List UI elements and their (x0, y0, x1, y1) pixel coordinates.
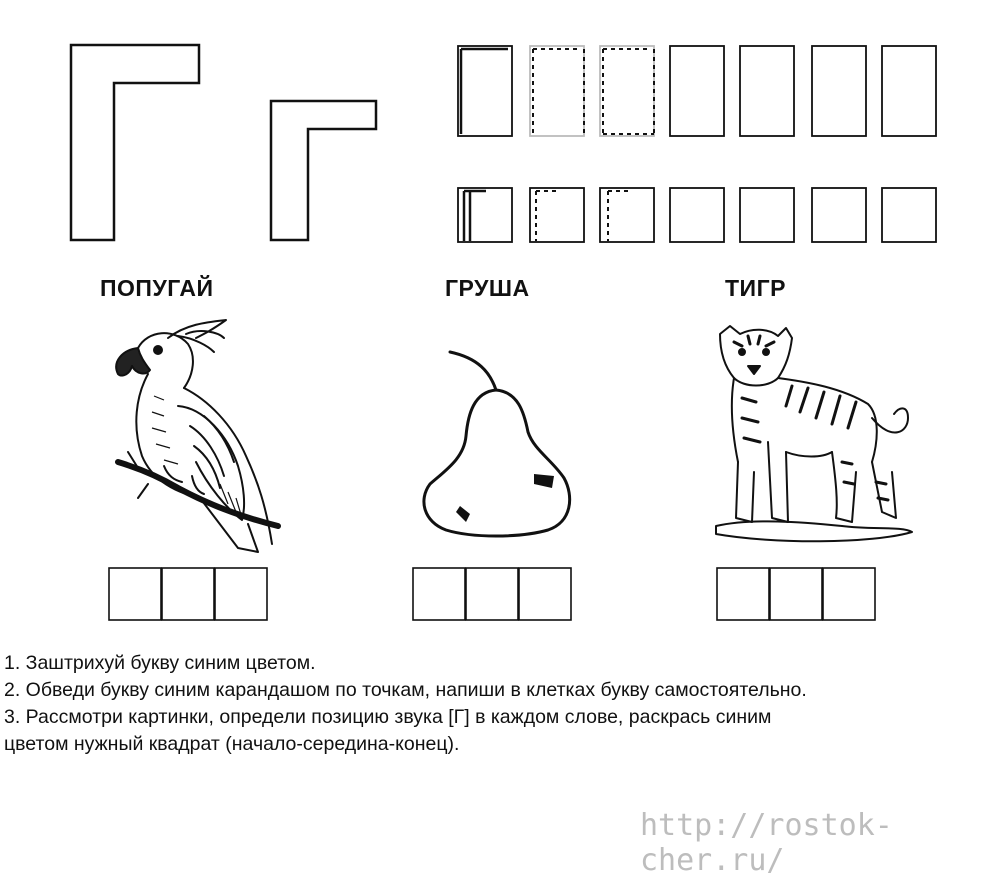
capital-letter-cells (456, 44, 942, 140)
position-box-end (519, 568, 571, 620)
tiger-picture (712, 322, 916, 552)
large-letter-outline (68, 42, 203, 244)
pear-picture (416, 346, 576, 538)
instruction-line-4: цветом нужный квадрат (начало-середина-конец). (4, 733, 460, 755)
parrot-picture (108, 316, 284, 554)
position-box-end (215, 568, 267, 620)
instructions (4, 650, 1000, 758)
watermark-url: http://rostok-cher.ru/ (640, 808, 893, 878)
word-label-parrot: ПОПУГАЙ (100, 275, 214, 301)
position-box-middle (162, 568, 214, 620)
position-box-start (413, 568, 465, 620)
instruction-line-3: 3. Рассмотри картинки, определи позицию звука [Г] в каждом слове, раскрась синим (4, 706, 772, 728)
sound-position-boxes-parrot[interactable] (107, 566, 271, 624)
small-letter-cells (456, 186, 942, 246)
instruction-line-2: 2. Обведи букву синим карандашом по точкам, напиши в клетках букву самостоятельно. (4, 679, 807, 701)
sound-position-boxes-pear[interactable] (411, 566, 575, 624)
position-box-end (823, 568, 875, 620)
position-box-middle (466, 568, 518, 620)
instruction-line-1: 1. Заштрихуй букву синим цветом. (4, 652, 316, 674)
position-box-start (109, 568, 161, 620)
position-box-middle (770, 568, 822, 620)
position-box-start (717, 568, 769, 620)
word-label-tiger: ТИГР (725, 275, 786, 301)
small-letter-outline (268, 98, 380, 244)
word-label-pear: ГРУША (445, 275, 530, 301)
sound-position-boxes-tiger[interactable] (715, 566, 879, 624)
